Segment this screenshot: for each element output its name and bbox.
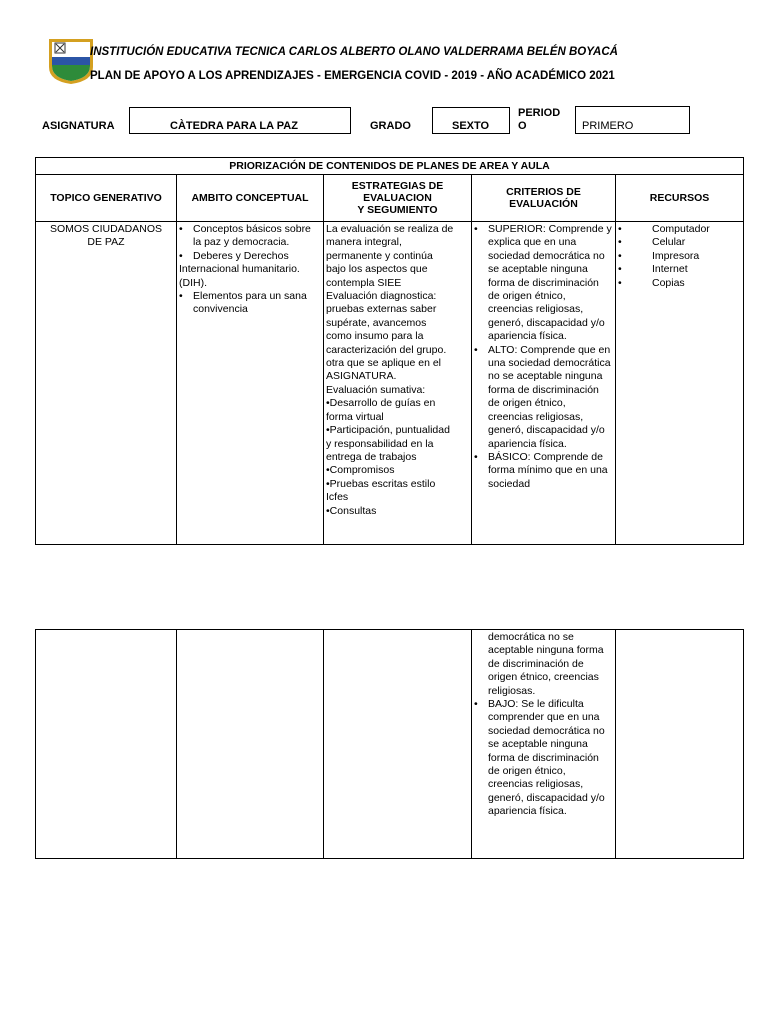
list-item: • Conceptos básicos sobre la paz y democracia.: [179, 223, 321, 250]
list-item: • SUPERIOR: Comprende y explica que en una sociedad democrática no se aceptable ninguna forma de discriminación de origen étnico, creencias religiosas, generó, discapacidad y/o apariencia física.: [474, 223, 612, 343]
header-estrategias-line2: EVALUACION: [363, 192, 432, 204]
estrategias-line: contempla SIEE: [326, 276, 402, 289]
estrategias-line: como insumo para la: [326, 330, 424, 343]
header-criterios-line1: CRITERIOS DE: [506, 186, 581, 198]
list-item: • Elementos para un sana convivencia: [179, 290, 321, 317]
estrategias-cell-cont: [324, 630, 472, 859]
estrategias-line: pruebas externas saber: [326, 303, 437, 316]
asignatura-label: ASIGNATURA: [42, 120, 115, 132]
criterios-cell: [472, 222, 616, 545]
list-item: • BAJO: Se le dificulta comprender que en una sociedad democrática no se aceptable ninguna forma de discriminación de origen étnico, creencias religiosas, generó, discapacidad y/o apariencia física.: [474, 698, 613, 819]
estrategias-line: La evaluación se realiza de: [326, 223, 454, 235]
header-criterios-line2: EVALUACIÓN: [509, 198, 578, 210]
list-item: • Computador: [618, 223, 741, 236]
estrategias-line: bajo los aspectos que: [326, 263, 428, 276]
ambito-cell-cont: [177, 630, 324, 859]
header-estrategias-line1: ESTRATEGIAS DE: [351, 180, 444, 192]
header-criterios: [472, 175, 616, 222]
criterio-bajo: BAJO: Se le dificulta comprender que en una sociedad democrática no se aceptable ninguna forma de discriminación de origen étnico, creencias religiosas, generó, discapacidad y/o apariencia física.: [488, 698, 605, 818]
header-estrategias: [324, 175, 472, 222]
header-recursos: RECURSOS: [616, 175, 744, 222]
grado-label: GRADO: [370, 120, 411, 132]
planning-table-continuation: [35, 629, 744, 859]
periodo-box: [575, 106, 690, 134]
institution-title: INSTITUCIÓN EDUCATIVA TECNICA CARLOS ALBERTO OLANO VALDERRAMA BELÉN BOYACÁ: [90, 46, 618, 58]
recursos-cell-cont: [616, 630, 744, 859]
periodo-label-line2: O: [518, 120, 527, 132]
recurso-item: Computador: [652, 223, 710, 235]
header-topico: TOPICO GENERATIVO: [36, 175, 177, 222]
list-item: • Celular: [618, 236, 741, 249]
estrategias-line: •Desarrollo de guías en: [326, 397, 436, 410]
estrategias-line: •Pruebas escritas estilo: [326, 477, 436, 490]
topico-cell-cont: [36, 630, 177, 859]
estrategias-line: permanente y continúa: [326, 249, 433, 262]
estrategias-cell: [324, 222, 472, 545]
asignatura-value: CÀTEDRA PARA LA PAZ: [170, 120, 298, 132]
criterio-alto: ALTO: Comprende que en una sociedad democrática no se aceptable ninguna forma de discriminación de origen étnico, creencias religiosas, generó, discapacidad y/o apariencia física.: [488, 343, 611, 450]
list-item: • Impresora: [618, 250, 741, 263]
list-item: • Deberes y Derechos: [179, 250, 321, 263]
estrategias-line: Evaluación sumativa:: [326, 383, 426, 396]
asignatura-box: [129, 107, 351, 134]
criterio-basico-continued: democrática no se aceptable ninguna forma de discriminación de origen étnico, creencias religiosas.: [488, 631, 604, 697]
criterio-superior: SUPERIOR: Comprende y explica que en una sociedad democrática no se aceptable ninguna forma de discriminación de origen étnico, creencias religiosas, generó, discapacidad y/o apariencia física.: [488, 223, 612, 343]
estrategias-line: ASIGNATURA.: [326, 370, 397, 383]
ambito-item-1: Conceptos básicos sobre la paz y democracia.: [193, 223, 311, 249]
ambito-cell: [177, 222, 324, 545]
header-ambito: AMBITO CONCEPTUAL: [177, 175, 324, 222]
estrategias-line: otra que se aplique en el: [326, 357, 442, 370]
estrategias-line: caracterización del grupo.: [326, 343, 447, 356]
list-item: • Internet: [618, 263, 741, 276]
estrategias-line: •Participación, puntualidad: [326, 424, 450, 437]
periodo-label-line1: PERIOD: [518, 107, 561, 119]
estrategias-line: •Compromisos: [326, 464, 395, 477]
ambito-item-2: Deberes y Derechos: [193, 249, 289, 262]
estrategias-line: y responsabilidad en la: [326, 437, 434, 450]
topico-line1: SOMOS CIUDADANOS: [49, 223, 162, 235]
list-item: • BÁSICO: Comprende de forma mínimo que en una sociedad: [474, 451, 613, 491]
estrategias-line: •Consultas: [326, 504, 377, 517]
grado-box: [432, 107, 510, 134]
recurso-item: Internet: [652, 263, 688, 276]
topico-line2: DE PAZ: [87, 236, 125, 249]
plan-title: PLAN DE APOYO A LOS APRENDIZAJES - EMERGENCIA COVID - 2019 - AÑO ACADÉMICO 2021: [90, 70, 615, 82]
estrategias-line: Icfes: [326, 491, 349, 504]
recurso-item: Celular: [652, 236, 686, 249]
grado-value: SEXTO: [452, 120, 490, 132]
list-item: • Copias: [618, 277, 741, 290]
planning-table: [35, 157, 744, 545]
periodo-label: [518, 107, 560, 133]
topico-cell: [36, 222, 177, 545]
table-title: PRIORIZACIÓN DE CONTENIDOS DE PLANES DE AREA Y AULA: [36, 158, 744, 175]
recurso-item: Copias: [652, 276, 685, 289]
periodo-value: PRIMERO: [582, 120, 634, 132]
institution-shield-logo: [47, 37, 95, 85]
estrategias-line: Evaluación diagnostica:: [326, 290, 437, 303]
recursos-cell: [616, 222, 744, 545]
estrategias-line: supérate, avancemos: [326, 316, 427, 329]
list-item: • ALTO: Comprende que en una sociedad democrática no se aceptable ninguna forma de discriminación de origen étnico, creencias religiosas, generó, discapacidad y/o apariencia física.: [474, 344, 613, 451]
recurso-item: Impresora: [652, 249, 700, 262]
estrategias-line: entrega de trabajos: [326, 450, 417, 463]
criterios-cell-cont: [472, 630, 616, 859]
ambito-item-3: Elementos para un sana convivencia: [193, 290, 307, 316]
ambito-plain-text: Internacional humanitario. (DIH).: [179, 263, 300, 289]
estrategias-line: forma virtual: [326, 410, 384, 423]
estrategias-line: manera integral,: [326, 236, 402, 249]
header-estrategias-line3: Y SEGUMIENTO: [357, 204, 438, 216]
criterio-basico: BÁSICO: Comprende de forma mínimo que en una sociedad: [488, 450, 608, 490]
